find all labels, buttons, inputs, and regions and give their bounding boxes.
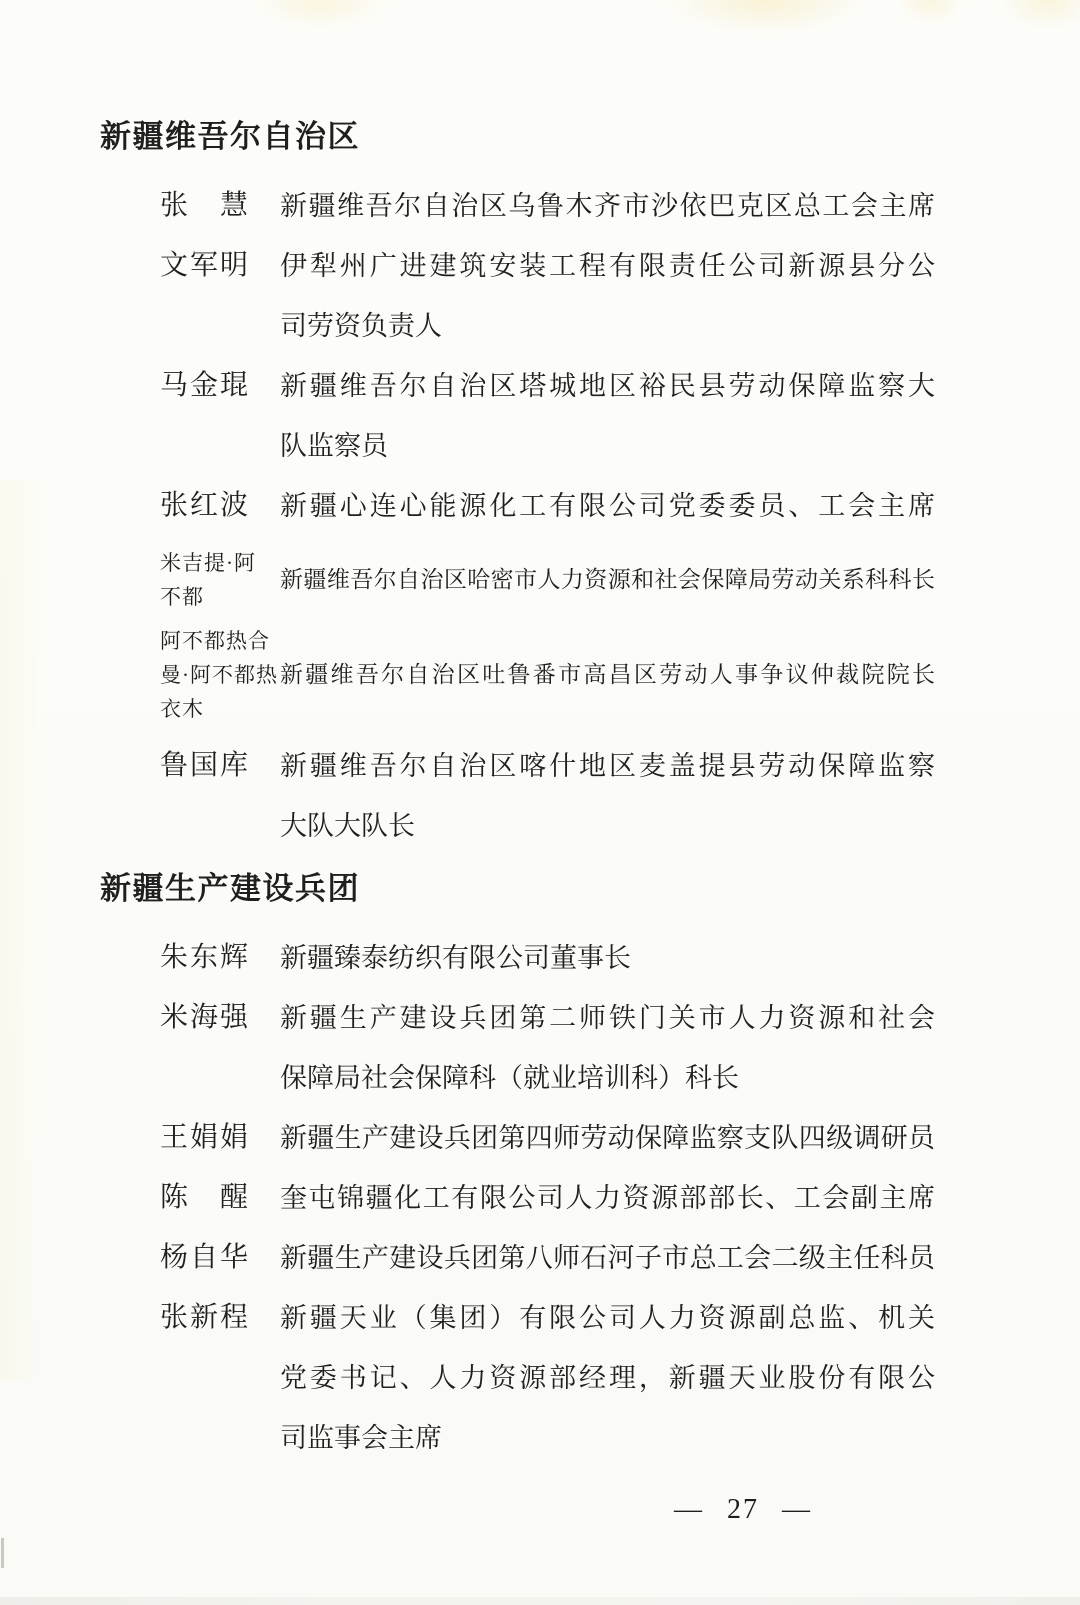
title-line: 保障局社会保障科（就业培训科）科长	[280, 1063, 739, 1093]
title-line: 新疆天业（集团）有限公司人力资源副总监、机关	[280, 1303, 935, 1333]
person-name: 陈 醒	[160, 1182, 251, 1213]
section-title-xinjiang-corps: 新疆生产建设兵团	[100, 871, 360, 906]
person-name: 张新程	[160, 1302, 251, 1333]
person-name-line: 米吉提·阿	[160, 551, 256, 575]
person-title	[280, 736, 935, 856]
entry-row	[160, 356, 980, 476]
entry-row	[160, 1168, 980, 1228]
person-name: 米海强	[160, 1002, 251, 1033]
person-title	[280, 988, 935, 1108]
section-entries	[100, 176, 980, 856]
title-line: 奎屯锦疆化工有限公司人力资源部部长、工会副主席	[280, 1183, 935, 1213]
title-line: 新疆维吾尔自治区喀什地区麦盖提县劳动保障监察	[280, 751, 935, 781]
person-name-line: 不都	[160, 585, 204, 609]
entry-row	[160, 928, 980, 988]
entry-row	[160, 476, 980, 536]
person-title	[280, 236, 935, 356]
person-title	[280, 356, 935, 476]
title-line: 新疆生产建设兵团第二师铁门关市人力资源和社会	[280, 1003, 935, 1033]
title-line: 新疆维吾尔自治区吐鲁番市高昌区劳动人事争议仲裁院院长	[280, 662, 935, 687]
entry-row	[160, 624, 980, 726]
title-line: 司监事会主席	[280, 1423, 442, 1453]
person-title	[280, 1168, 935, 1228]
title-line: 伊犁州广进建筑安装工程有限责任公司新源县分公	[280, 251, 935, 281]
person-name-line: 曼·阿不都热	[160, 663, 278, 687]
person-title	[280, 561, 935, 599]
person-name	[160, 624, 280, 726]
scan-artifact	[0, 1597, 1080, 1605]
title-line: 新疆维吾尔自治区乌鲁木齐市沙依巴克区总工会主席	[280, 191, 935, 221]
title-line: 队监察员	[280, 431, 388, 461]
person-title	[280, 1228, 935, 1288]
title-line: 党委书记、人力资源部经理，新疆天业股份有限公	[280, 1363, 935, 1393]
person-title	[280, 176, 935, 236]
person-name-line: 衣木	[160, 697, 204, 721]
entry-row	[160, 1288, 980, 1468]
person-name: 杨自华	[160, 1242, 251, 1273]
entry-row	[160, 1228, 980, 1288]
title-line: 新疆臻泰纺织有限公司董事长	[280, 943, 631, 973]
person-name: 张 慧	[160, 190, 251, 221]
person-title	[280, 928, 935, 988]
entry-row	[160, 736, 980, 856]
entry-row	[160, 176, 980, 236]
entry-row	[160, 546, 980, 614]
scan-artifact	[1000, 0, 1080, 30]
person-title	[280, 1108, 935, 1168]
section-entries	[100, 928, 980, 1468]
title-line: 新疆维吾尔自治区塔城地区裕民县劳动保障监察大	[280, 371, 935, 401]
scan-artifact	[665, 0, 865, 34]
entry-row	[160, 236, 980, 356]
person-name-line: 阿不都热合	[160, 629, 270, 653]
person-name: 文军明	[160, 250, 251, 281]
title-line: 大队大队长	[280, 811, 415, 841]
title-line: 新疆生产建设兵团第四师劳动保障监察支队四级调研员	[280, 1123, 935, 1153]
person-name: 王娟娟	[160, 1122, 251, 1153]
entry-row	[160, 988, 980, 1108]
title-line: 司劳资负责人	[280, 311, 442, 341]
person-name: 马金琨	[160, 370, 251, 401]
title-line: 新疆生产建设兵团第八师石河子市总工会二级主任科员	[280, 1243, 935, 1273]
entry-row	[160, 1108, 980, 1168]
scan-artifact	[0, 480, 42, 1380]
person-name: 朱东辉	[160, 942, 251, 973]
person-name: 张红波	[160, 490, 251, 521]
section-title-xinjiang-region: 新疆维吾尔自治区	[100, 119, 360, 154]
scan-artifact	[1, 1538, 4, 1568]
title-line: 新疆心连心能源化工有限公司党委委员、工会主席	[280, 491, 935, 521]
page-number: — 27 —	[674, 1494, 812, 1525]
scan-artifact	[895, 0, 965, 26]
title-line: 新疆维吾尔自治区哈密市人力资源和社会保障局劳动关系科科长	[280, 567, 935, 592]
person-name: 鲁国库	[160, 750, 251, 781]
person-title	[280, 656, 935, 694]
person-name	[160, 546, 280, 614]
person-title	[280, 1288, 935, 1468]
person-title	[280, 476, 935, 536]
scan-artifact	[250, 0, 390, 30]
